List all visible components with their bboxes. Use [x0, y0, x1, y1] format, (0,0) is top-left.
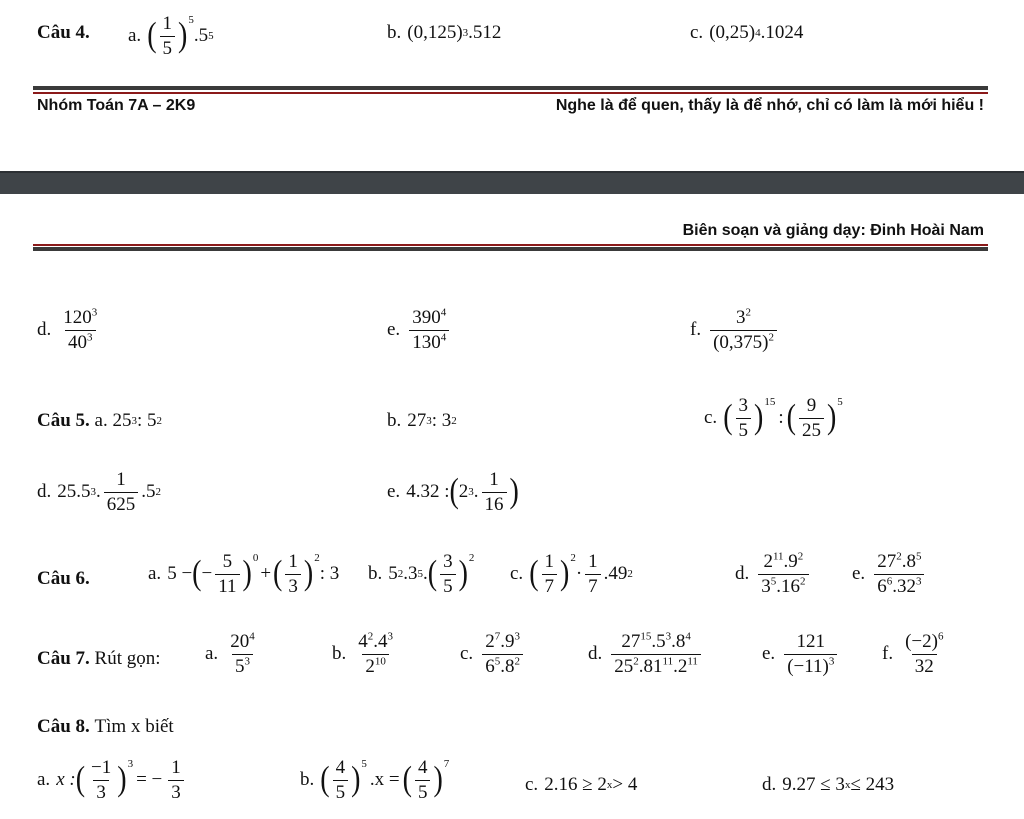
q8-d: d. 9.27 ≤ 3 x ≤ 243 [762, 774, 895, 795]
q4-e: e. $\frac{390^4}{130^4}$ [387, 308, 452, 353]
q7-e: e. $\frac{121}{(-11)^3}$ [762, 632, 840, 677]
q5-b: b. 27 3 : 3 2 [387, 410, 457, 431]
author-rule-thick [33, 247, 988, 251]
q4-row-2 [0, 308, 1024, 368]
q4-c: c. (0,25) 4 .1024 [690, 22, 804, 43]
q6-title: Câu 6. [37, 568, 90, 589]
q7-row [0, 632, 1024, 696]
q5-d: d. 25.5 3 . $\frac{1}{625}$ .5 2 [37, 469, 161, 515]
header-rule-top-thick [33, 86, 988, 90]
header-rule-top-thin [33, 92, 988, 94]
q7-a: a. $\frac{20^4}{5^3}$ [205, 630, 255, 677]
q6-b: b. 5 2 .3 5 . ( $\frac{3}{5}$ ) 2 [368, 551, 475, 597]
q4-f: f. $\frac{3^2}{(0,375)^2}$ [690, 308, 780, 353]
q6-row [0, 548, 1024, 612]
q4-b: b. (0,125) 3 .512 [387, 22, 502, 43]
q8-a: a. x : ( $\frac{-1}{3}$ ) 3 = − $\frac{1}{3}$ [37, 758, 187, 803]
q4-title: Câu 4. [37, 22, 90, 43]
page-break-band [0, 171, 1024, 194]
q8-c: c. 2.16 ≥ 2 x > 4 [525, 774, 638, 795]
q6-a: a. 5 − ( − $\frac{5}{11}$ ) 0 + ( $\frac{1}{3}$ ) 2 : 3 [148, 551, 340, 597]
q7-f: f. $\frac{(-2)^6}{32}$ [882, 630, 944, 677]
q8-title: Câu 8. Tìm x biết [37, 716, 174, 737]
q5-row-1 [0, 396, 1024, 456]
q5-row-2 [0, 470, 1024, 530]
q6-e: e. $\frac{27^2.8^5}{6^6.32^3}$ [852, 552, 927, 597]
q5-c: c. ( $\frac{3}{5}$ ) 15 : ( $\frac{9}{25}$ ) 5 [704, 395, 843, 441]
q7-title: Câu 7. Rút gọn: [37, 648, 161, 669]
q4-row-1 [0, 14, 1024, 58]
header-right: Nghe là để quen, thấy là để nhớ, chỉ có làm là mới hiểu ! [555, 97, 984, 114]
q5-title: Câu 5. a. 25 3 : 5 2 [37, 410, 163, 431]
author-line: Biên soạn và giảng dạy: Đinh Hoài Nam [682, 222, 984, 239]
q6-d: d. $\frac{2^{11}.9^2}{3^5.16^2}$ [735, 552, 812, 597]
q8-b: b. ( $\frac{4}{5}$ ) 5 .x = ( $\frac{4}{5}$ ) 7 [300, 757, 450, 803]
q7-b: b. $\frac{4^2.4^3}{2^{10}}$ [332, 630, 393, 677]
q8-row [0, 754, 1024, 816]
q7-d: d. $\frac{27^{15}.5^3.8^4}{25^2.81^{11}.2^{11}}$ [588, 632, 704, 677]
q7-c: c. $\frac{2^7.9^3}{6^5.8^2}$ [460, 632, 526, 677]
author-rule-thin [33, 244, 988, 246]
q4-a: a. ( $\frac{1}{5}$ ) 5 .5 5 [128, 13, 214, 59]
q4-d: d. $\frac{120^3}{40^3}$ [37, 306, 98, 353]
q5-e: e. 4.32 : ( 2 3 . $\frac{1}{16}$ ) [387, 469, 519, 515]
header-left: Nhóm Toán 7A – 2K9 [37, 97, 196, 114]
q6-c: c. ( $\frac{1}{7}$ ) 2 · $\frac{1}{7}$ .49 2 [510, 551, 633, 597]
